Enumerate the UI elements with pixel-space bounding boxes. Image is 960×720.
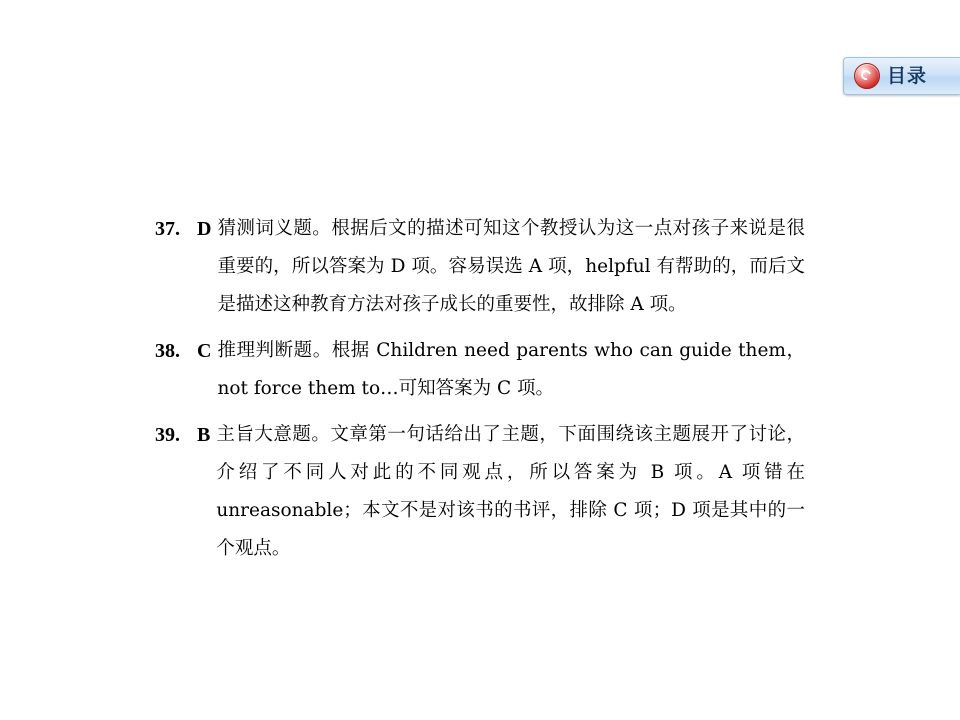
answer-explanation-list: [155, 210, 805, 576]
item-number: 39.: [155, 424, 180, 446]
list-item: [155, 416, 805, 568]
item-explanation-text: 推理判断题。根据 Children need parents who can guide them，not force them to…可知答案为 C 项。: [217, 340, 805, 399]
item-number: 38.: [155, 340, 180, 362]
catalog-button-label: 目录: [887, 64, 928, 87]
list-item: [155, 210, 805, 324]
item-answer-letter: C: [197, 340, 212, 362]
compass-icon: [854, 63, 880, 89]
item-explanation-text: 主旨大意题。文章第一句话给出了主题，下面围绕该主题展开了讨论，介绍了不同人对此的不同观点，所以答案为 B 项。A 项错在 unreasonable；本文不是对该书的书评，排除 C 项；D 项是其中的一个观点。: [216, 424, 805, 559]
catalog-button[interactable]: [843, 57, 960, 95]
item-answer-letter: B: [197, 424, 211, 446]
item-explanation-text: 猜测词义题。根据后文的描述可知这个教授认为这一点对孩子来说是很重要的，所以答案为 D 项。容易误选 A 项，helpful 有帮助的，而后文是描述这种教育方法对孩子成长的重要性，故排除 A 项。: [217, 218, 805, 315]
item-answer-letter: D: [197, 218, 212, 240]
item-number: 37.: [155, 218, 180, 240]
list-item: [155, 332, 805, 408]
